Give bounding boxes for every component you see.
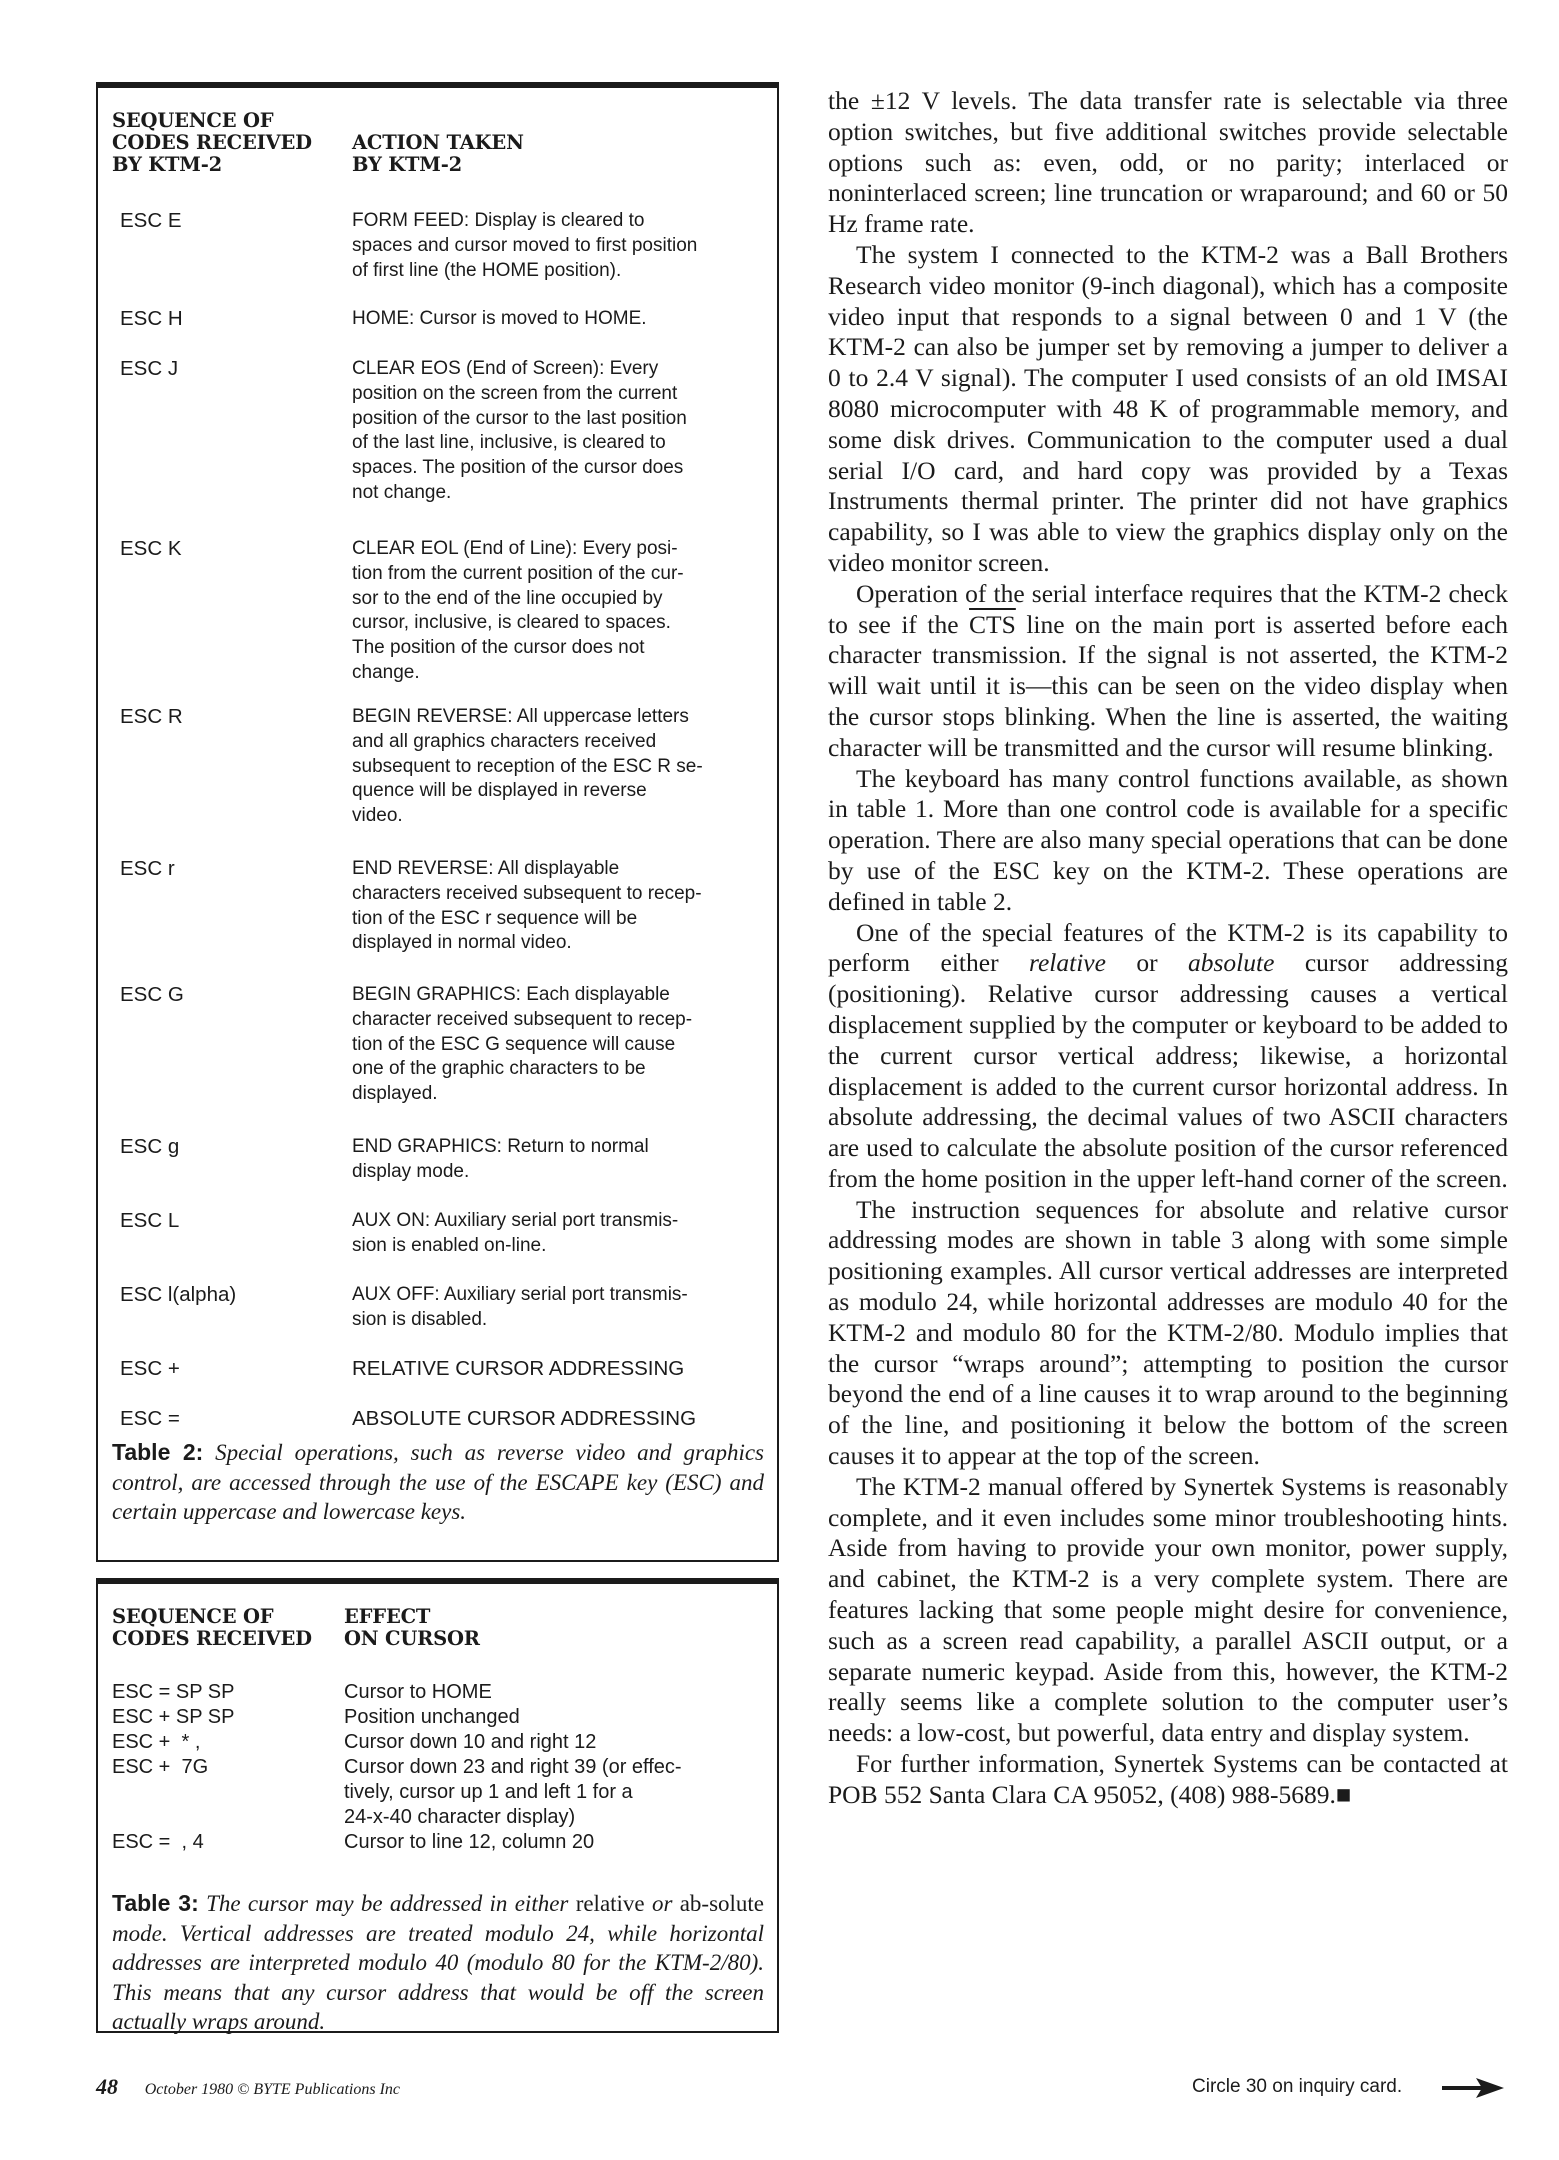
paragraph: For further information, Synertek Systems can be contacted at POB 552 Santa Clara CA 95052, (408) 988-5689.■ (828, 1749, 1508, 1809)
table3-effect (344, 1755, 754, 1829)
header-line: CODES RECEIVED (112, 1627, 312, 1650)
table2-code: ESC l(alpha) (120, 1283, 237, 1306)
caption-text: or (651, 1891, 673, 1916)
action-line: video. (352, 805, 403, 827)
table3-code: ESC + SP SP (112, 1706, 235, 1728)
paragraph-text: line on the main port is asserted before each character transmission. If the signal is not asserted, the KTM-2 will wait until it is—this can be seen on the video display when the cursor stops blinking. When the line is asserted, the waiting character will be transmitted and the cursor will resume blinking. (828, 609, 1509, 762)
action-line: change. (352, 661, 420, 683)
action-line: END GRAPHICS: Return to normal (352, 1136, 649, 1157)
paragraph: The system I connected to the KTM-2 was a Ball Brothers Research video monitor (9-inch diagonal), which has a composite video input that responds to a signal between 0 and 1 V (the KTM-2 can also be jumper set by removing a jumper to deliver a 0 to 2.4 V signal). The computer I used consists of an old IMSAI 8080 microcomputer with 48 K of programmable memory, and some disk drives. Communication to the computer used a dual serial I/O card, and hard copy was provided by a Texas Instruments thermal printer. The printer did not have graphics capability, so I was able to view the graphics display only on the video monitor screen. (828, 239, 1508, 577)
action-line: of first line (the HOME position). (352, 259, 622, 281)
cts-signal-name: $\overline{CTS}$ (969, 609, 1016, 639)
table3-code: ESC = , 4 (112, 1831, 204, 1853)
paragraph-text: or (1136, 948, 1158, 978)
page-number: 48 (96, 2074, 118, 2099)
action-line: sion is disabled. (352, 1308, 488, 1330)
effect-line: tively, cursor up 1 and left 1 for a (344, 1780, 633, 1803)
action-line: not change. (352, 481, 452, 503)
table3-effect (344, 1705, 754, 1730)
table3-code: ESC = SP SP (112, 1681, 235, 1703)
table2-code: ESC r (120, 857, 175, 880)
table3-effect (344, 1830, 754, 1855)
paragraph: The instruction sequences for absolute and relative cursor addressing modes are shown in table 3 along with some simple positioning examples. All cursor vertical addresses are interpreted as modulo 24, while horizontal addresses are modulo 40 for the KTM-2 and modulo 80 for the KTM-2/80. Modulo implies that the cursor “wraps around”; attempting to position the cursor beyond the end of a line causes it to wrap around to the beginning of the line, and positioning it below the bottom of the screen causes it to appear at the top of the screen. (828, 1194, 1508, 1471)
table2-header-sequence (112, 110, 312, 176)
inquiry-card-note: Circle 30 on inquiry card. (1192, 2076, 1403, 2097)
header-line: ACTION TAKEN (352, 131, 524, 154)
action-line: END REVERSE: All displayable (352, 858, 620, 879)
table2-action (352, 357, 772, 506)
table2-action (352, 1135, 772, 1185)
effect-line: Cursor down 23 and right 39 (or effec- (344, 1756, 682, 1778)
action-line: position on the screen from the current (352, 382, 678, 404)
table2-code: ESC + (120, 1357, 180, 1380)
table2-action (352, 1357, 772, 1382)
paragraph: The keyboard has many control functions available, as shown in table 1. More than one control code is available for a specific operation. There are also many special operations that can be done by use of the ESC key on the KTM-2. These operations are defined in table 2. (828, 763, 1508, 916)
table2-header-action (352, 132, 524, 176)
action-line: one of the graphic characters to be (352, 1058, 646, 1080)
table2-action (352, 983, 772, 1107)
action-line: displayed in normal video. (352, 932, 572, 954)
header-line: BY KTM-2 (112, 153, 222, 176)
paragraph-text: Operation of the serial interface requires that the KTM-2 check to see if the (828, 578, 1508, 639)
table3-code: ESC + * , (112, 1731, 201, 1753)
header-line: SEQUENCE OF (112, 1605, 274, 1628)
paragraph-text: One of the special features of the KTM-2 is its capability to perform either (828, 917, 1508, 978)
paragraph (828, 579, 1508, 764)
table2-action (352, 1283, 772, 1333)
table2-action (352, 209, 772, 283)
action-line: AUX OFF: Auxiliary serial port transmis- (352, 1284, 688, 1305)
action-line: HOME: Cursor is moved to HOME. (352, 308, 647, 329)
table3-effect (344, 1730, 754, 1755)
header-line: ON CURSOR (344, 1627, 480, 1650)
action-line: sion is enabled on-line. (352, 1234, 547, 1256)
table2-action (352, 705, 772, 829)
action-line: of the last line, inclusive, is cleared to (352, 432, 666, 454)
header-line: SEQUENCE OF (112, 109, 274, 132)
action-line: BEGIN GRAPHICS: Each displayable (352, 984, 670, 1005)
effect-line: Cursor to HOME (344, 1681, 492, 1703)
header-line: CODES RECEIVED (112, 131, 312, 154)
right-arrow-icon (1442, 2077, 1504, 2099)
table2-code: ESC G (120, 983, 184, 1006)
action-line: and all graphics characters received (352, 730, 657, 752)
action-line: spaces and cursor moved to first position (352, 234, 698, 256)
table2-action (352, 307, 772, 332)
action-line: character received subsequent to recep- (352, 1008, 693, 1030)
action-line: cursor, inclusive, is cleared to spaces. (352, 612, 671, 634)
header-line: BY KTM-2 (352, 153, 462, 176)
action-line: CLEAR EOS (End of Screen): Every (352, 358, 659, 379)
emphasis: absolute (1187, 948, 1275, 978)
action-line: tion of the ESC G sequence will cause (352, 1033, 676, 1055)
action-line: The position of the cursor does not (352, 637, 645, 659)
caption-text-roman: ab-solute (679, 1891, 765, 1916)
publication-line: October 1980 © BYTE Publications Inc (144, 2081, 400, 2098)
table2-action (352, 1209, 772, 1259)
table3-header-effect (344, 1606, 480, 1650)
table3-header-sequence (112, 1606, 312, 1650)
action-line: CLEAR EOL (End of Line): Every posi- (352, 538, 678, 559)
table2-code: ESC E (120, 209, 182, 232)
action-line: displayed. (352, 1083, 438, 1105)
table2-code: ESC H (120, 307, 183, 330)
action-line: spaces. The position of the cursor does (352, 457, 684, 479)
table-3 (96, 1578, 779, 2033)
action-line: ABSOLUTE CURSOR ADDRESSING (352, 1407, 697, 1430)
table2-code: ESC L (120, 1209, 180, 1232)
action-line: FORM FEED: Display is cleared to (352, 210, 645, 231)
paragraph: The KTM-2 manual offered by Synertek Systems is reasonably complete, and it even includes some minor troubleshooting hints. Aside from having to provide your own monitor, power supply, and cabinet, the KTM-2 is a very complete system. There are features lacking that some people might desire for convenience, such as a screen read capability, a parallel ASCII output, or a separate numeric keypad. Aside from this, however, the KTM-2 really seems like a complete solution to the computer user’s needs: a low-cost, but powerful, data entry and display system. (828, 1471, 1508, 1748)
caption-text-roman: relative (575, 1891, 645, 1916)
caption-text: The cursor may be addressed in either (206, 1891, 569, 1916)
effect-line: 24-x-40 character display) (344, 1805, 576, 1828)
table2-code: ESC K (120, 537, 182, 560)
action-line: RELATIVE CURSOR ADDRESSING (352, 1357, 685, 1380)
action-line: position of the cursor to the last position (352, 407, 687, 429)
table2-code: ESC J (120, 357, 179, 380)
table3-caption (112, 1889, 764, 2037)
table2-code: ESC R (120, 705, 183, 728)
effect-line: Cursor down 10 and right 12 (344, 1731, 597, 1753)
effect-line: Position unchanged (344, 1706, 520, 1728)
table2-action (352, 857, 772, 956)
action-line: AUX ON: Auxiliary serial port transmis- (352, 1210, 679, 1231)
action-line: quence will be displayed in reverse (352, 780, 647, 802)
emphasis: relative (1028, 948, 1106, 978)
paragraph: the ±12 V levels. The data transfer rate is selectable via three option switches, but five additional switches provide selectable options such as: even, odd, or no parity; interlaced or noninterlaced screen; line truncation or wraparound; and 60 or 50 Hz frame rate. (828, 86, 1508, 239)
paragraph (828, 918, 1508, 1195)
table2-caption (112, 1438, 764, 1527)
action-line: sor to the end of the line occupied by (352, 587, 663, 609)
table3-effect (344, 1680, 754, 1705)
header-line: EFFECT (344, 1605, 431, 1628)
action-line: display mode. (352, 1160, 470, 1182)
table2-action (352, 537, 772, 686)
caption-text: Special operations, such as reverse video and graphics control, are accessed through the use of the ESCAPE key (ESC) and certain uppercase and lowercase keys. (112, 1440, 764, 1524)
article-body (828, 86, 1508, 1811)
caption-label: Table 3: (112, 1890, 199, 1916)
caption-text: mode. Vertical addresses are treated modulo 24, while horizontal addresses are interpreted modulo 40 (modulo 80 for the KTM-2/80). This means that any cursor address that would be off the screen actually wraps around. (112, 1920, 764, 2034)
effect-line: Cursor to line 12, column 20 (344, 1831, 595, 1853)
paragraph-text: cursor addressing (positioning). Relative cursor addressing causes a vertical displacement supplied by the computer or keyboard to be added to the current cursor vertical address; likewise, a horizontal displacement is added to the current cursor horizontal address. In absolute addressing, the decimal values of two ASCII characters are used to calculate the absolute position of the cursor referenced from the home position in the upper left-hand corner of the screen. (828, 948, 1508, 1193)
table2-code: ESC = (120, 1407, 180, 1430)
action-line: tion from the current position of the cur- (352, 562, 684, 584)
table-2 (96, 82, 779, 1562)
action-line: characters received subsequent to recep- (352, 882, 702, 904)
table2-action (352, 1407, 772, 1432)
action-line: subsequent to reception of the ESC R se- (352, 755, 703, 777)
table3-code: ESC + 7G (112, 1756, 209, 1778)
action-line: BEGIN REVERSE: All uppercase letters (352, 706, 689, 727)
footer-left (96, 2074, 400, 2100)
caption-label: Table 2: (112, 1439, 204, 1465)
table2-code: ESC g (120, 1135, 180, 1158)
action-line: tion of the ESC r sequence will be (352, 907, 638, 929)
